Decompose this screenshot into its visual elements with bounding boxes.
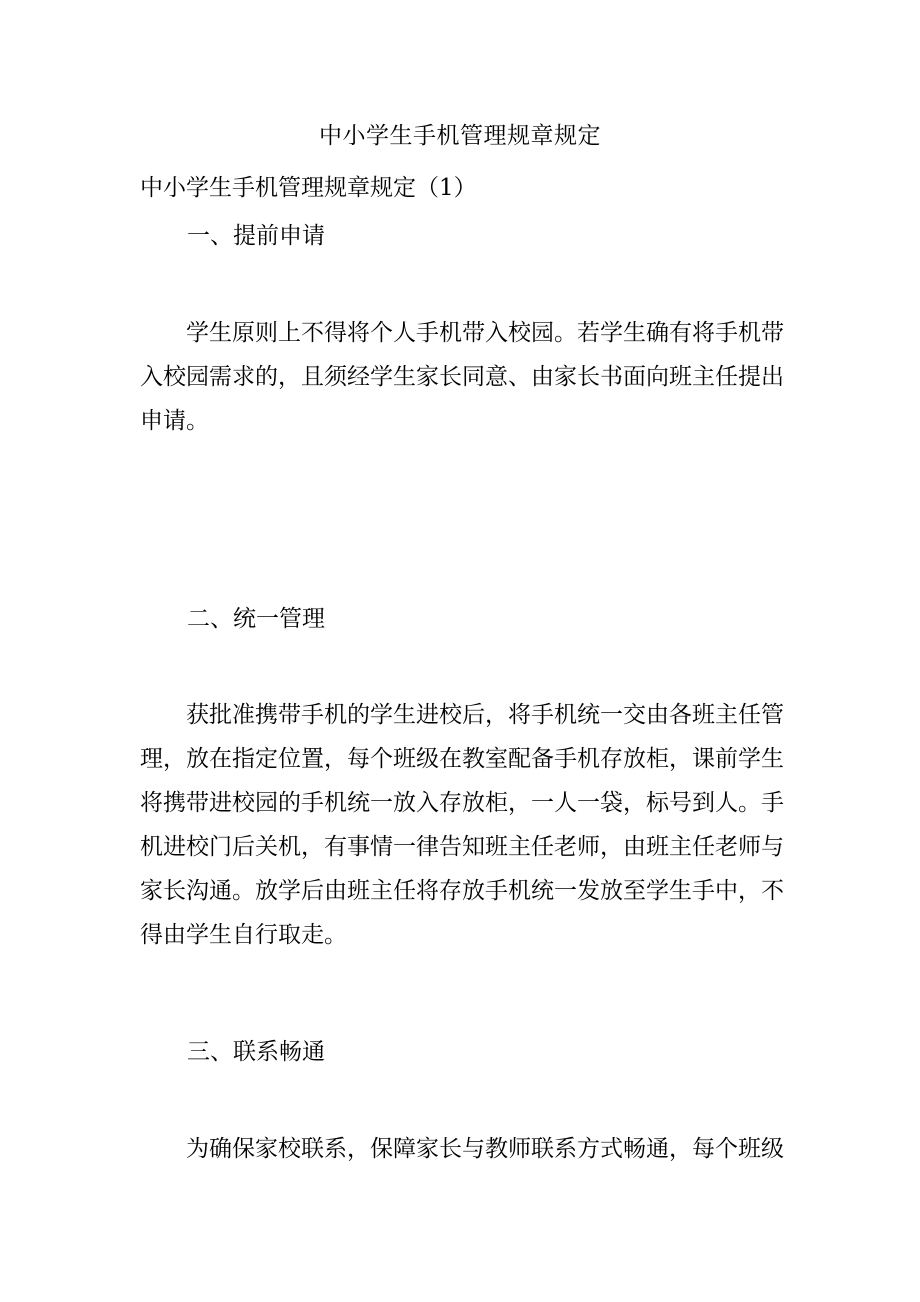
paragraph-line: 学生原则上不得将个人手机带入校园。若学生确有将手机带 bbox=[186, 320, 784, 346]
section-heading-3: 三、联系畅通 bbox=[187, 1039, 325, 1065]
paragraph-line: 得由学生自行取走。 bbox=[140, 922, 347, 948]
document-title: 中小学生手机管理规章规定 bbox=[319, 123, 601, 149]
section-heading-2: 二、统一管理 bbox=[187, 606, 325, 632]
paragraph-line: 将携带进校园的手机统一放入存放柜，一人一袋，标号到人。手 bbox=[140, 790, 784, 816]
section-paragraph-1 bbox=[140, 311, 782, 443]
paragraph-line: 获批准携带手机的学生进校后，将手机统一交由各班主任管 bbox=[186, 702, 784, 728]
paragraph-line: 入校园需求的，且须经学生家长同意、由家长书面向班主任提出 bbox=[140, 364, 784, 390]
paragraph-line: 家长沟通。放学后由班主任将存放手机统一发放至学生手中，不 bbox=[140, 878, 784, 904]
section-paragraph-2 bbox=[140, 693, 782, 957]
paragraph-line: 申请。 bbox=[140, 408, 209, 434]
paragraph-line: 机进校门后关机，有事情一律告知班主任老师，由班主任老师与 bbox=[140, 834, 784, 860]
paragraph-line: 为确保家校联系，保障家长与教师联系方式畅通，每个班级 bbox=[186, 1136, 784, 1162]
section-paragraph-3 bbox=[140, 1127, 782, 1171]
document-subtitle: 中小学生手机管理规章规定（1） bbox=[140, 175, 477, 201]
paragraph-line: 理，放在指定位置，每个班级在教室配备手机存放柜，课前学生 bbox=[140, 746, 784, 772]
section-heading-1: 一、提前申请 bbox=[187, 223, 325, 249]
